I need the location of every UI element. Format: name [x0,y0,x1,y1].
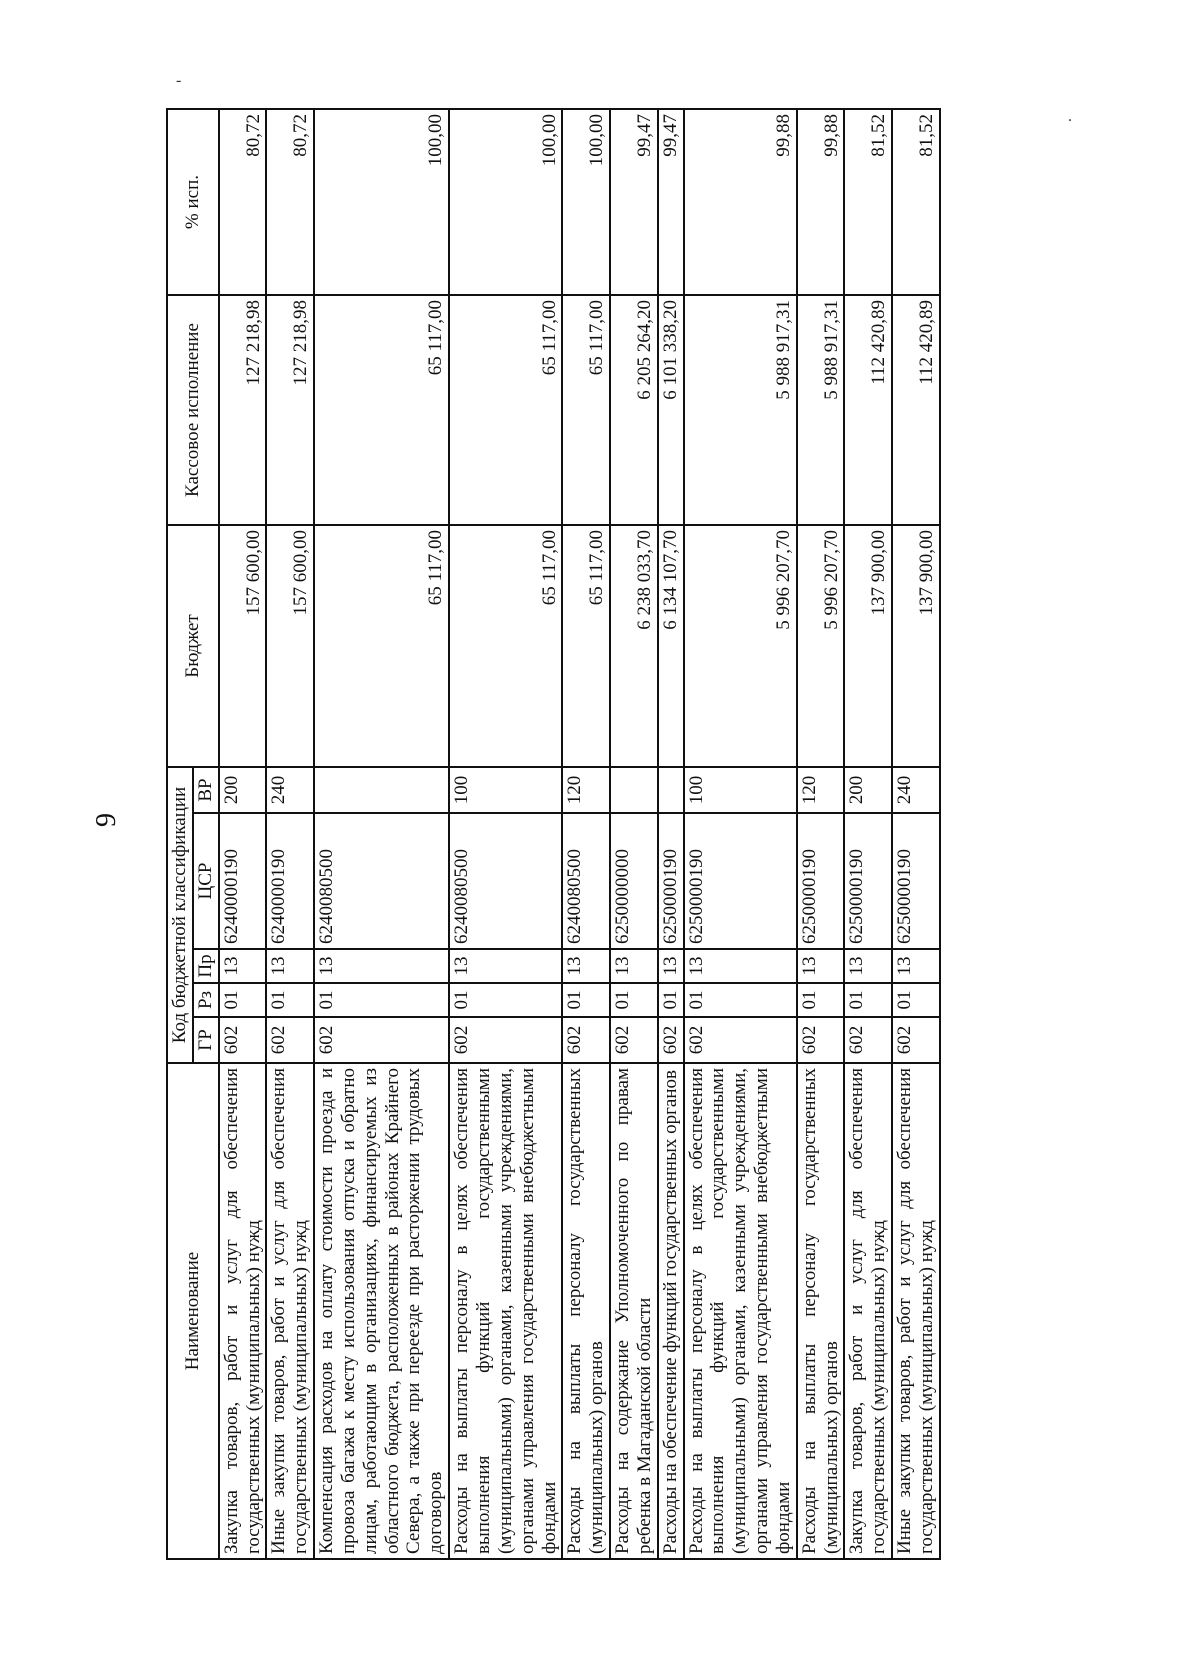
row-csr: 6250000190 [844,813,892,949]
row-vr [314,767,449,813]
header-cash: Кассовое исполнение [167,295,219,525]
row-rz: 01 [266,983,314,1017]
row-rz: 01 [892,983,940,1017]
table-body [219,109,940,1559]
row-cash: 6 101 338,20 [658,295,684,525]
table-row [562,109,610,1559]
row-csr: 6240080500 [449,813,562,949]
table-row [658,109,684,1559]
table-row [610,109,658,1559]
table-row [449,109,562,1559]
row-budget: 5 996 207,70 [684,525,797,767]
row-vr [610,767,658,813]
row-pr: 13 [892,949,940,983]
row-csr: 6250000190 [797,813,845,949]
scan-mark: - [176,72,182,89]
row-vr: 240 [266,767,314,813]
row-budget: 157 600,00 [219,525,267,767]
row-name: Закупка товаров, работ и услуг для обеспечения государственных (муниципальных) нужд [219,1063,267,1559]
scan-mark: . [1068,108,1072,125]
table-header [167,109,219,1559]
row-gr: 602 [562,1017,610,1063]
row-gr: 602 [797,1017,845,1063]
row-budget: 65 117,00 [449,525,562,767]
header-gr: ГР [193,1017,219,1063]
row-name: Расходы на содержание Уполномоченного по правам ребенка в Магаданской области [610,1063,658,1559]
row-rz: 01 [219,983,267,1017]
row-gr: 602 [684,1017,797,1063]
row-csr: 6250000000 [610,813,658,949]
row-percent: 81,52 [892,109,940,295]
row-pr: 13 [684,949,797,983]
row-gr: 602 [844,1017,892,1063]
row-name: Иные закупки товаров, работ и услуг для обеспечения государственных (муниципальных) нужд [892,1063,940,1559]
row-rz: 01 [562,983,610,1017]
row-percent: 99,47 [658,109,684,295]
row-name: Компенсация расходов на оплату стоимости проезда и провоза багажа к месту использования отпуска и обратно лицам, работающим в организациях, финансируемых из областного бюджета, расположенных в районах Крайнего Севера, а также при переезде при расторжении трудовых договоров [314,1063,449,1559]
row-cash: 112 420,89 [844,295,892,525]
row-percent: 99,47 [610,109,658,295]
row-name: Закупка товаров, работ и услуг для обеспечения государственных (муниципальных) нужд [844,1063,892,1559]
header-budget: Бюджет [167,525,219,767]
row-rz: 01 [797,983,845,1017]
row-cash: 65 117,00 [449,295,562,525]
row-gr: 602 [892,1017,940,1063]
row-vr: 100 [684,767,797,813]
row-gr: 602 [266,1017,314,1063]
row-pr: 13 [610,949,658,983]
row-percent: 100,00 [449,109,562,295]
row-vr: 240 [892,767,940,813]
row-percent: 100,00 [314,109,449,295]
row-csr: 6250000190 [892,813,940,949]
row-name: Расходы на выплаты персоналу государственных (муниципальных) органов [562,1063,610,1559]
table-row [314,109,449,1559]
row-percent: 100,00 [562,109,610,295]
row-budget: 65 117,00 [562,525,610,767]
row-gr: 602 [658,1017,684,1063]
row-percent: 99,88 [684,109,797,295]
row-cash: 127 218,98 [219,295,267,525]
row-csr: 6240000190 [266,813,314,949]
table-row [892,109,940,1559]
row-pr: 13 [266,949,314,983]
header-name: Наименование [167,1063,219,1559]
row-cash: 65 117,00 [562,295,610,525]
row-cash: 127 218,98 [266,295,314,525]
row-csr: 6240080500 [562,813,610,949]
row-name: Иные закупки товаров, работ и услуг для обеспечения государственных (муниципальных) нужд [266,1063,314,1559]
row-vr [658,767,684,813]
row-budget: 137 900,00 [844,525,892,767]
row-percent: 99,88 [797,109,845,295]
row-cash: 65 117,00 [314,295,449,525]
row-csr: 6240080500 [314,813,449,949]
row-vr: 200 [219,767,267,813]
row-gr: 602 [449,1017,562,1063]
row-percent: 80,72 [219,109,267,295]
row-percent: 81,52 [844,109,892,295]
row-pr: 13 [797,949,845,983]
header-percent: % исп. [167,109,219,295]
row-gr: 602 [219,1017,267,1063]
row-gr: 602 [314,1017,449,1063]
row-cash: 5 988 917,31 [684,295,797,525]
header-code-group: Код бюджетной классификации [167,767,192,1063]
page-number: 9 [91,813,122,827]
row-rz: 01 [684,983,797,1017]
row-gr: 602 [610,1017,658,1063]
row-cash: 5 988 917,31 [797,295,845,525]
row-name: Расходы на выплаты персоналу в целях обеспечения выполнения функций государственными (муниципальными) органами, казенными учреждениями, органами управления государственными внебюджетными фондами [449,1063,562,1559]
row-budget: 65 117,00 [314,525,449,767]
row-cash: 112 420,89 [892,295,940,525]
row-rz: 01 [610,983,658,1017]
row-name: Расходы на выплаты персоналу в целях обеспечения выполнения функций государственными (муниципальными) органами, казенными учреждениями, органами управления государственными внебюджетными фондами [684,1063,797,1559]
table-row [266,109,314,1559]
row-name: Расходы на выплаты персоналу государственных (муниципальных) органов [797,1063,845,1559]
header-vr: ВР [193,767,219,813]
row-csr: 6240000190 [219,813,267,949]
row-vr: 200 [844,767,892,813]
row-pr: 13 [658,949,684,983]
table-row [797,109,845,1559]
row-pr: 13 [314,949,449,983]
header-pr: Пр [193,949,219,983]
row-pr: 13 [844,949,892,983]
table-row [844,109,892,1559]
row-csr: 6250000190 [684,813,797,949]
row-pr: 13 [449,949,562,983]
table-row [219,109,267,1559]
row-rz: 01 [314,983,449,1017]
row-budget: 137 900,00 [892,525,940,767]
row-budget: 157 600,00 [266,525,314,767]
row-pr: 13 [562,949,610,983]
budget-table [166,108,941,1560]
row-pr: 13 [219,949,267,983]
row-budget: 6 238 033,70 [610,525,658,767]
row-csr: 6250000190 [658,813,684,949]
row-cash: 6 205 264,20 [610,295,658,525]
row-rz: 01 [658,983,684,1017]
row-vr: 100 [449,767,562,813]
row-rz: 01 [844,983,892,1017]
table-row [684,109,797,1559]
rotated-table-area [166,110,1200,1554]
row-budget: 6 134 107,70 [658,525,684,767]
header-csr: ЦСР [193,813,219,949]
row-budget: 5 996 207,70 [797,525,845,767]
header-rz: Рз [193,983,219,1017]
row-name: Расходы на обеспечение функций государственных органов [658,1063,684,1559]
row-rz: 01 [449,983,562,1017]
row-vr: 120 [562,767,610,813]
row-percent: 80,72 [266,109,314,295]
row-vr: 120 [797,767,845,813]
